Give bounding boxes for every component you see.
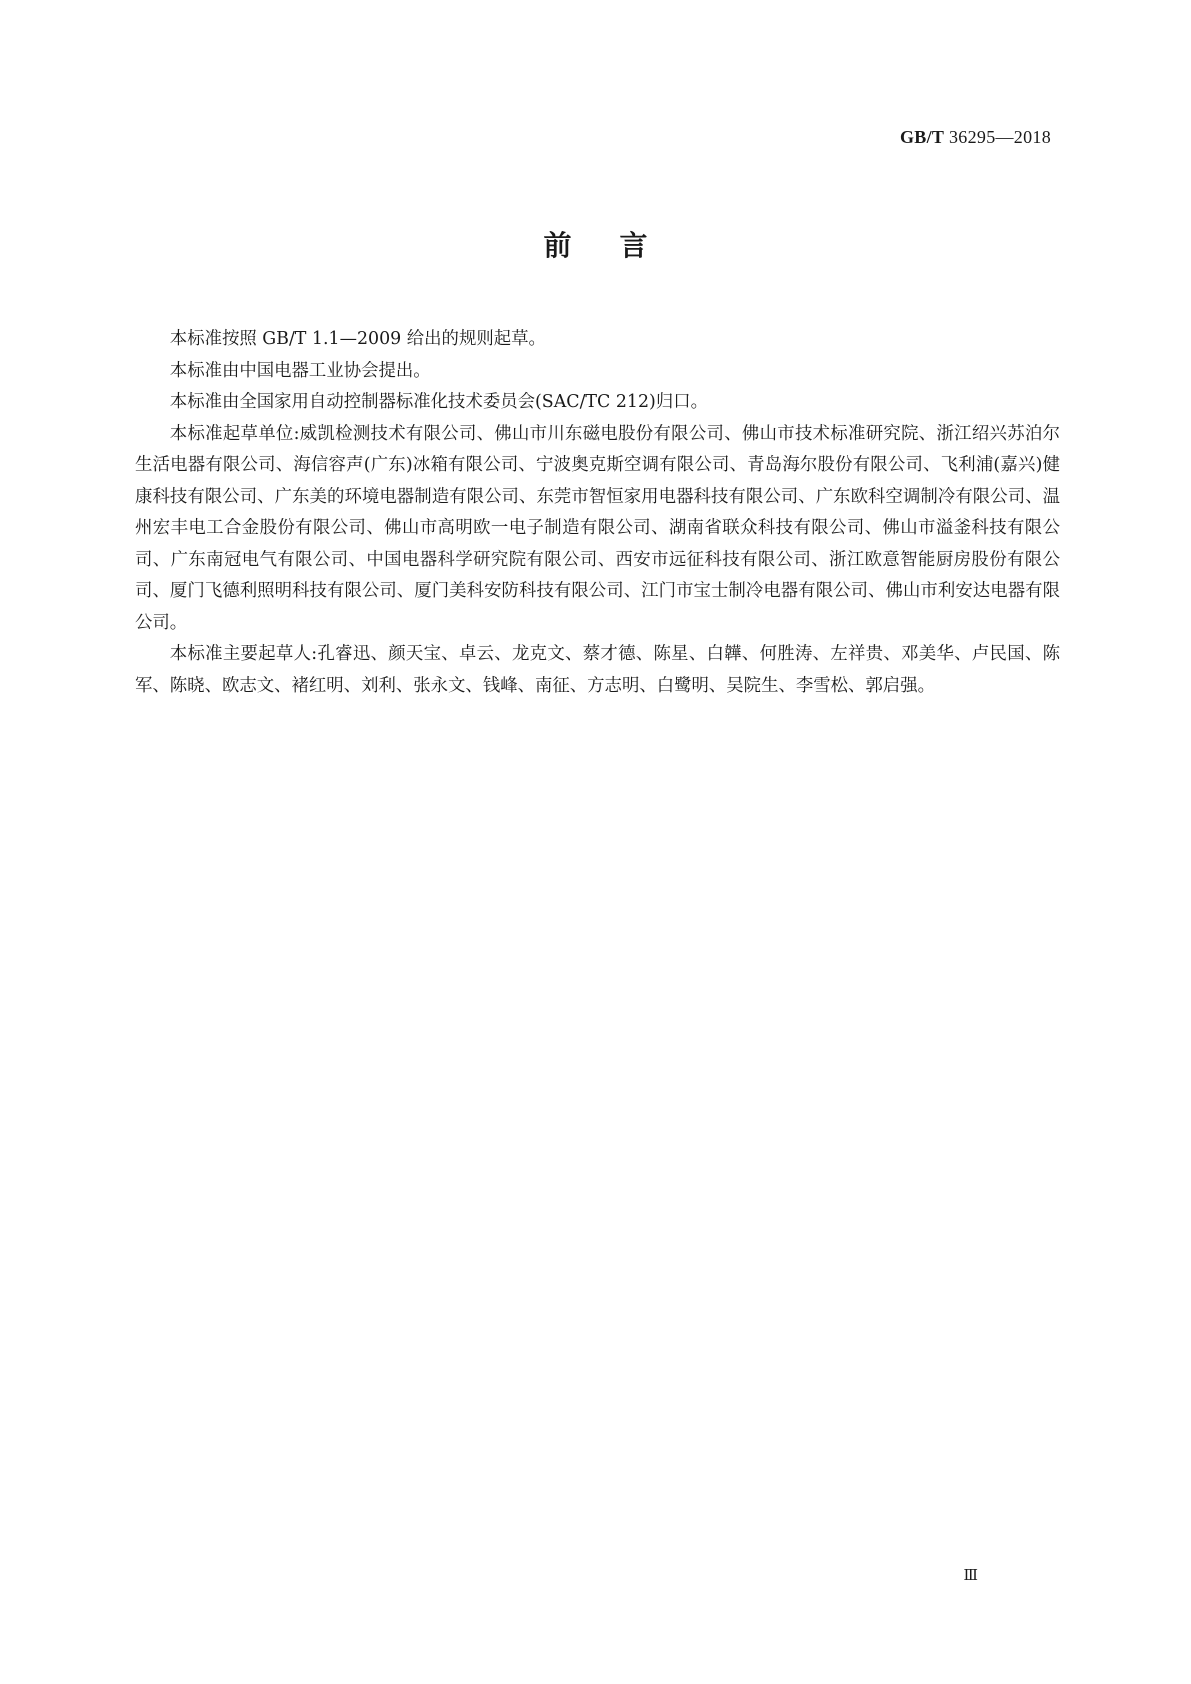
standard-code [900,126,1051,148]
paragraph-drafting-units: 本标准起草单位:威凯检测技术有限公司、佛山市川东磁电股份有限公司、佛山市技术标准研究院、浙江绍兴苏泊尔生活电器有限公司、海信容声(广东)冰箱有限公司、宁波奥克斯空调有限公司、青岛海尔股份有限公司、飞利浦(嘉兴)健康科技有限公司、广东美的环境电器制造有限公司、东莞市智恒家用电器科技有限公司、广东欧科空调制冷有限公司、温州宏丰电工合金股份有限公司、佛山市高明欧一电子制造有限公司、湖南省联众科技有限公司、佛山市溢釜科技有限公司、广东南冠电气有限公司、中国电器科学研究院有限公司、西安市远征科技有限公司、浙江欧意智能厨房股份有限公司、厦门飞德利照明科技有限公司、厦门美科安防科技有限公司、江门市宝士制冷电器有限公司、佛山市利安达电器有限公司。 [135,423,1060,633]
paragraph-committee: 本标准由全国家用自动控制器标准化技术委员会(SAC/TC 212)归口。 [169,392,709,412]
page-title: 前言 [543,229,696,262]
paragraph-drafting-rules: 本标准按照 GB/T 1.1—2009 给出的规则起草。 [169,329,546,349]
page-number: Ⅲ [963,1568,978,1584]
paragraph-proposer: 本标准由中国电器工业协会提出。 [169,360,431,381]
standard-number: 36295—2018 [949,127,1051,147]
paragraph-drafters: 本标准主要起草人:孔睿迅、颜天宝、卓云、龙克文、蔡才德、陈星、白韡、何胜涛、左祥贵、邓美华、卢民国、陈军、陈晓、欧志文、褚红明、刘利、张永文、钱峰、南征、方志明、白鹭明、吴院生、李雪松、郭启强。 [135,644,1060,696]
standard-prefix: GB/T [899,127,945,147]
foreword-body [135,324,1060,702]
